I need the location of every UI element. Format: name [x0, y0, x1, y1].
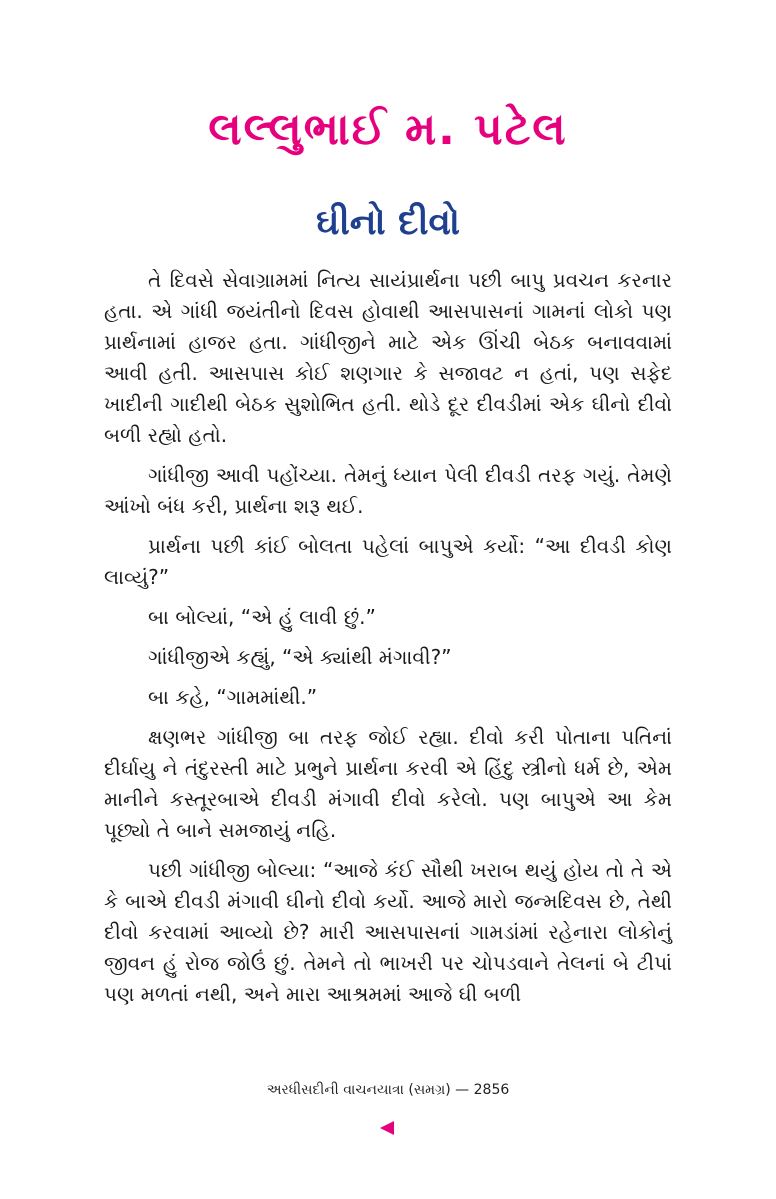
paragraph-1: તે દિવસે સેવાગ્રામમાં નિત્ય સાયંપ્રાર્થના પછી બાપુ પ્રવચન કરનાર હતા. એ ગાંધી જયંતીનો દિવસ હોવાથી આસપાસનાં ગામનાં લોકો પણ પ્રાર્થનામાં હાજર હતા. ગાંધીજીને માટે એક ઊંચી બેઠક બનાવવામાં આવી હતી. આસપાસ કોઈ શણગાર કે સજાવટ ન હતાં, પણ સફેદ ખાદીની ગાદીથી બેઠક સુશોભિત હતી. થોડે દૂર દીવડીમાં એક ઘીનો દીવો બળી રહ્યો હતો. — [104, 268, 672, 447]
paragraph-2: ગાંધીજી આવી પહોંચ્યા. તેમનું ધ્યાન પેલી દીવડી તરફ ગયું. તેમણે આંખો બંધ કરી, પ્રાર્થના શરૂ થઈ. — [104, 463, 672, 518]
story-body — [104, 265, 672, 1019]
paragraph-6: બા કહે, “ગામમાંથી.” — [148, 685, 318, 709]
left-triangle-icon — [380, 1121, 394, 1135]
paragraph-4: બા બોલ્યાં, “એ હું લાવી છું.” — [148, 605, 376, 629]
author-name: લલ્લુભાઈ મ. પટેલ — [208, 104, 568, 155]
paragraph-3: પ્રાર્થના પછી કાંઈ બોલતા પહેલાં બાપુએ કર્યો: “આ દીવડી કોણ લાવ્યું?” — [104, 534, 672, 589]
page-footer: અરધીસદીની વાચનયાત્રા (સમગ્ર) — 2856 — [266, 1082, 510, 1098]
paragraph-8: પછી ગાંધીજી બોલ્યા: “આજે કંઈ સૌથી ખરાબ થયું હોય તો તે એ કે બાએ દીવડી મંગાવી ઘીનો દીવો કર્યો. આજે મારો જન્મદિવસ છે, તેથી દીવો કરવામાં આવ્યો છે? મારી આસપાસનાં ગામડાંમાં રહેનારા લોકોનું જીવન હું રોજ જોઉં છું. તેમને તો ભાખરી પર ચોપડવાને તેલનાં બે ટીપાં પણ મળતાં નથી, અને મારા આશ્રમમાં આજે ઘી બળી — [104, 858, 672, 1006]
paragraph-7: ક્ષણભર ગાંધીજી બા તરફ જોઈ રહ્યા. દીવો કરી પોતાના પતિનાં દીર્ઘાયુ ને તંદુરસ્તી માટે પ્રભુને પ્રાર્થના કરવી એ હિંદુ સ્ત્રીનો ધર્મ છે, એમ માનીને કસ્તૂરબાએ દીવડી મંગાવી દીવો કરેલો. પણ બાપુએ આ કેમ પૂછ્યો તે બાને સમજાયું નહિ. — [104, 725, 672, 842]
story-title: ઘીનો દીવો — [315, 202, 460, 243]
paragraph-5: ગાંધીજીએ કહ્યું, “એ ક્યાંથી મંગાવી?” — [148, 645, 452, 669]
